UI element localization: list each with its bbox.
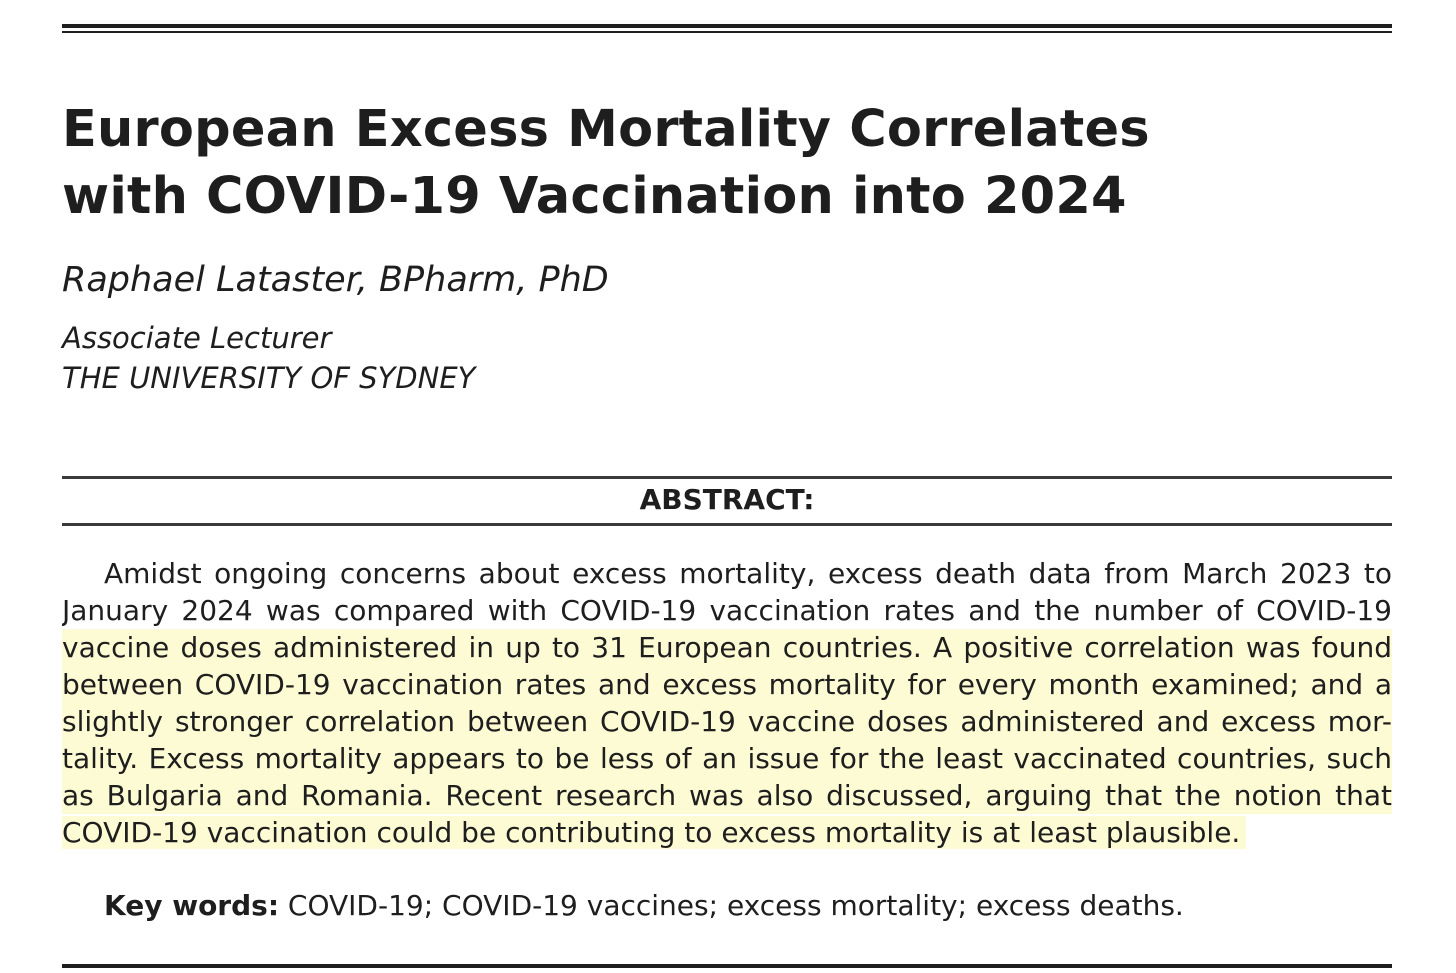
abstract-rule-top (62, 476, 1392, 479)
top-rule-thin (62, 31, 1392, 33)
affiliation-position: Associate Lecturer (62, 321, 332, 355)
abstract-body (62, 555, 1392, 851)
title-line-1: European Excess Mortality Correlates (62, 100, 1150, 159)
keywords-text: COVID-19; COVID-19 vaccines; excess mortality; excess deaths. (279, 889, 1184, 922)
bottom-rule (62, 964, 1392, 968)
top-rule-thick (62, 24, 1392, 28)
abstract-rule-bottom (62, 523, 1392, 526)
abstract-line: January 2024 was compared with COVID-19 vaccination rates and the number of COVID-19 (62, 594, 1392, 627)
keywords-label: Key words: (104, 889, 280, 922)
paper-page (62, 0, 1392, 973)
paper-title (62, 96, 1362, 230)
keywords (104, 887, 1184, 925)
abstract-line-highlighted: vaccine doses administered in up to 31 European countries. A positive correlation was found (62, 631, 1392, 664)
affiliation (62, 318, 475, 398)
abstract-line-highlighted: slightly stronger correlation between COVID-19 vaccine doses administered and excess mor- (62, 705, 1392, 738)
title-line-2: with COVID-19 Vaccination into 2024 (62, 167, 1127, 226)
abstract-line-highlighted: tality. Excess mortality appears to be less of an issue for the least vaccinated countries, such (62, 742, 1392, 775)
abstract-line-highlighted-last (62, 814, 1392, 851)
abstract-line-highlighted: as Bulgaria and Romania. Recent research was also discussed, arguing that the notion that (62, 779, 1392, 812)
abstract-line-highlighted: between COVID-19 vaccination rates and excess mortality for every month examined; and a (62, 668, 1392, 701)
abstract-line: Amidst ongoing concerns about excess mortality, excess death data from March 2023 to (104, 557, 1392, 590)
abstract-last-line-text: COVID-19 vaccination could be contributing to excess mortality is at least plausible. (62, 816, 1246, 849)
author-name: Raphael Lataster, BPharm, PhD (62, 260, 609, 300)
abstract-heading: ABSTRACT: (639, 483, 815, 516)
affiliation-institution: THE UNIVERSITY OF SYDNEY (62, 361, 476, 395)
